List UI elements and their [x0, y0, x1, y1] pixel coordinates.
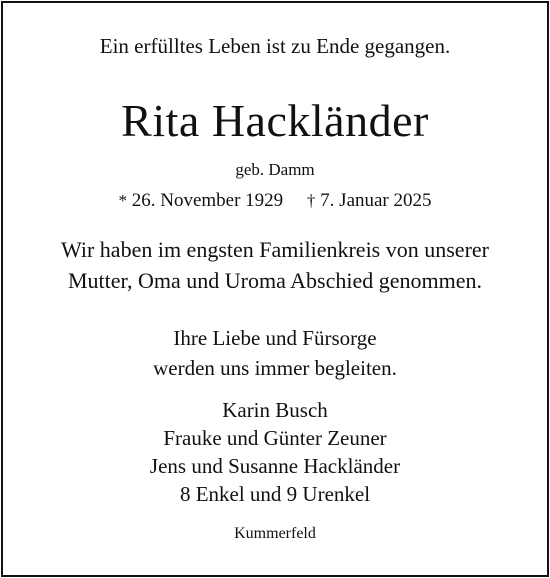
intro-line: Ein erfülltes Leben ist zu Ende gegangen.: [99, 34, 451, 58]
remembrance-text-line-1: Ihre Liebe und Fürsorge: [173, 326, 377, 350]
mourner-line: Karin Busch: [222, 398, 328, 422]
mourner-line: Jens und Susanne Hackländer: [149, 454, 401, 478]
mourner-line: Frauke und Günter Zeuner: [163, 426, 387, 450]
mourner-line: 8 Enkel und 9 Urenkel: [179, 482, 371, 506]
remembrance-text-line-2: werden uns immer begleiten.: [153, 356, 397, 380]
life-dates: [0, 190, 550, 212]
maiden-name: geb. Damm: [235, 160, 315, 179]
farewell-text-line-1: Wir haben im engsten Familienkreis von unserer: [60, 237, 489, 262]
death-symbol: †: [306, 191, 316, 210]
deceased-name: Rita Hackländer: [121, 95, 429, 146]
death-date: 7. Januar 2025: [320, 190, 432, 211]
birth-date: 26. November 1929: [131, 190, 284, 211]
place-name: Kummerfeld: [234, 525, 316, 542]
birth-symbol: *: [118, 191, 127, 210]
farewell-text-line-2: Mutter, Oma und Uroma Abschied genommen.: [68, 268, 482, 293]
